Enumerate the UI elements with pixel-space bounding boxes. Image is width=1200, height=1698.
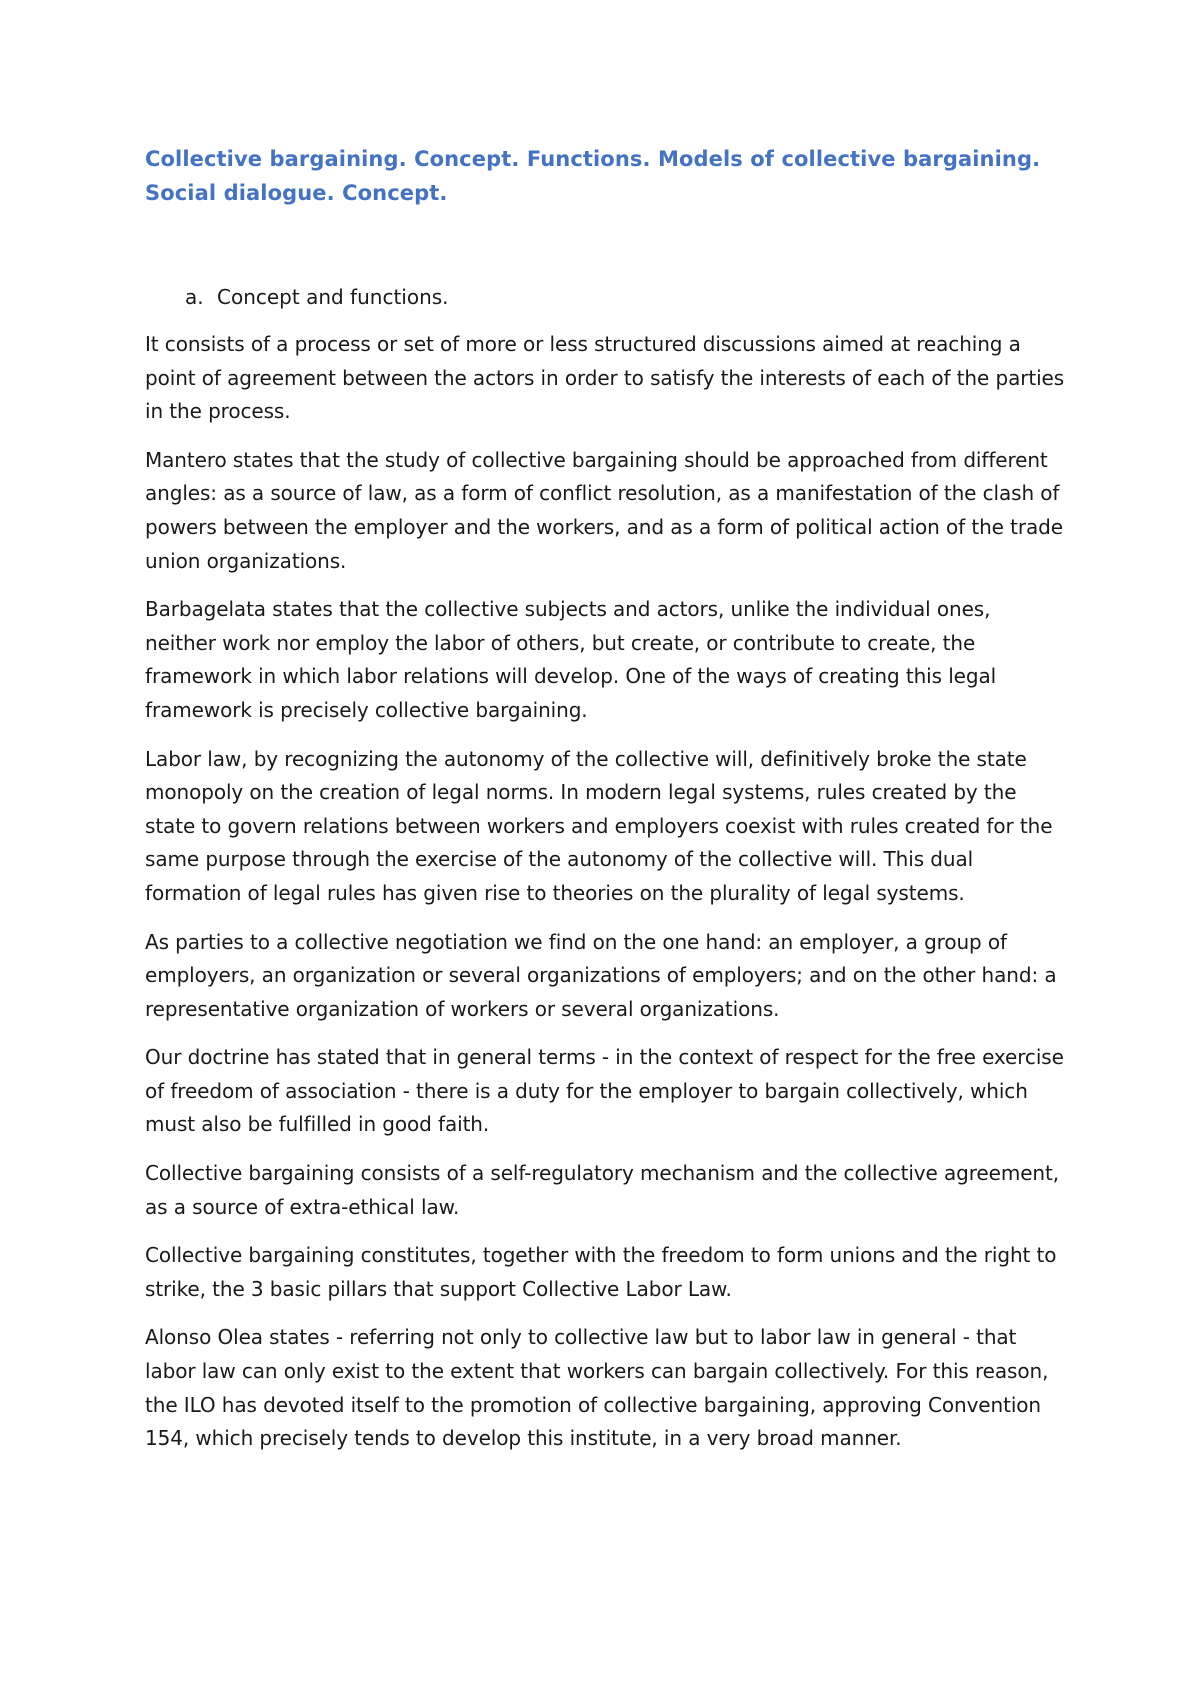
paragraph: Alonso Olea states - referring not only to collective law but to labor law in general - that labor law can only exist to the extent that workers can bargain collectively. For this reason, the ILO has devoted itself to the promotion of collective bargaining, approving Convention 154, which precisely tends to develop this institute, in a very broad manner.: [145, 1325, 1049, 1451]
paragraph: Our doctrine has stated that in general terms - in the context of respect for the free exercise of freedom of association - there is a duty for the employer to bargain collectively, which must also be fulfilled in good faith.: [145, 1045, 1064, 1137]
paragraph: It consists of a process or set of more or less structured discussions aimed at reaching a point of agreement between the actors in order to satisfy the interests of each of the parties in the process.: [145, 332, 1065, 424]
document-body: [145, 142, 1065, 1471]
document-title: Collective bargaining. Concept. Functions. Models of collective bargaining. Social dialogue. Concept.: [145, 147, 1041, 205]
paragraph: Mantero states that the study of collective bargaining should be approached from different angles: as a source of law, as a form of conflict resolution, as a manifestation of the clash of powers between the employer and the workers, and as a form of political action of the trade union organizations.: [145, 447, 1063, 573]
section-heading-text: Concept and functions.: [217, 285, 449, 309]
paragraph: Collective bargaining consists of a self-regulatory mechanism and the collective agreement, as a source of extra-ethical law.: [145, 1161, 1060, 1219]
paragraph: Barbagelata states that the collective subjects and actors, unlike the individual ones, neither work nor employ the labor of others, but create, or contribute to create, the framework in which labor relations will develop. One of the ways of creating this legal framework is precisely collective bargaining.: [145, 597, 997, 722]
section-heading: [145, 280, 1065, 314]
paragraph: As parties to a collective negotiation we find on the one hand: an employer, a group of employers, an organization or several organizations of employers; and on the other hand: a representative organization of workers or several organizations.: [145, 929, 1057, 1021]
paragraph: Collective bargaining constitutes, together with the freedom to form unions and the right to strike, the 3 basic pillars that support Collective Labor Law.: [145, 1243, 1057, 1301]
list-marker: a.: [185, 285, 204, 309]
paragraph: Labor law, by recognizing the autonomy of the collective will, definitively broke the state monopoly on the creation of legal norms. In modern legal systems, rules created by the state to govern relations between workers and employers coexist with rules created for the same purpose through the exercise of the autonomy of the collective will. This dual formation of legal rules has given rise to theories on the plurality of legal systems.: [145, 746, 1053, 905]
